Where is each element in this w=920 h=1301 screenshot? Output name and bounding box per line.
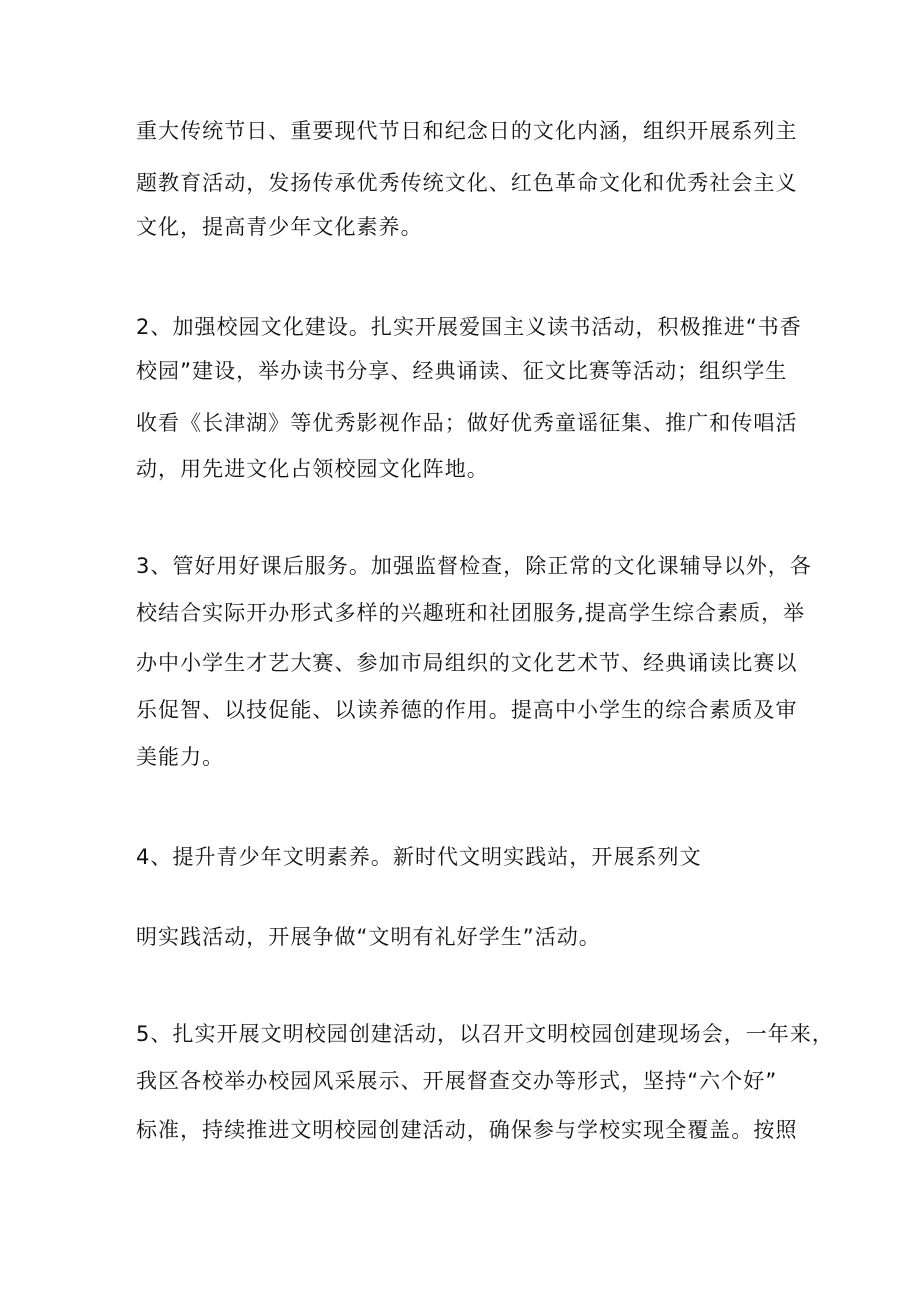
paragraph-line: 收看《长津湖》等优秀影视作品；做好优秀童谣征集、推广和传唱活: [136, 411, 798, 435]
paragraph-line: 文化，提高青少年文化素养。: [136, 215, 423, 239]
paragraph-line: 动，用先进文化占领校园文化阵地。: [136, 457, 489, 481]
paragraph-line: 5、扎实开展文明校园创建活动，以召开文明校园创建现场会，一年来，: [136, 1022, 834, 1046]
paragraph-line: 标准，持续推进文明校园创建活动，确保参与学校实现全覆盖。按照: [136, 1118, 798, 1142]
paragraph-line: 3、管好用好课后服务。加强监督检查，除正常的文化课辅导以外，各: [136, 554, 812, 578]
paragraph-line: 乐促智、以技促能、以读养德的作用。提高中小学生的综合素质及审: [136, 698, 798, 722]
paragraph-line: 校园”建设，举办读书分享、经典诵读、征文比赛等活动；组织学生: [136, 359, 788, 383]
paragraph-line: 办中小学生才艺大赛、参加市局组织的文化艺术节、经典诵读比赛以: [136, 651, 798, 675]
paragraph-line: 4、提升青少年文明素养。新时代文明实践站，开展系列文: [136, 845, 702, 869]
paragraph-line: 题教育活动，发扬传承优秀传统文化、红色革命文化和优秀社会主义: [136, 171, 798, 195]
paragraph-line: 我区各校举办校园风采展示、开展督查交办等形式，坚持“六个好”: [136, 1069, 778, 1093]
paragraph-line: 明实践活动，开展争做“文明有礼好学生”活动。: [136, 925, 601, 949]
paragraph-line: 校结合实际开办形式多样的兴趣班和社团服务,提高学生综合素质，举: [136, 601, 806, 625]
paragraph-line: 重大传统节日、重要现代节日和纪念日的文化内涵，组织开展系列主: [136, 119, 798, 143]
paragraph-line: 2、加强校园文化建设。扎实开展爱国主义读书活动，积极推进“书香: [136, 315, 802, 339]
paragraph-line: 美能力。: [136, 745, 225, 769]
